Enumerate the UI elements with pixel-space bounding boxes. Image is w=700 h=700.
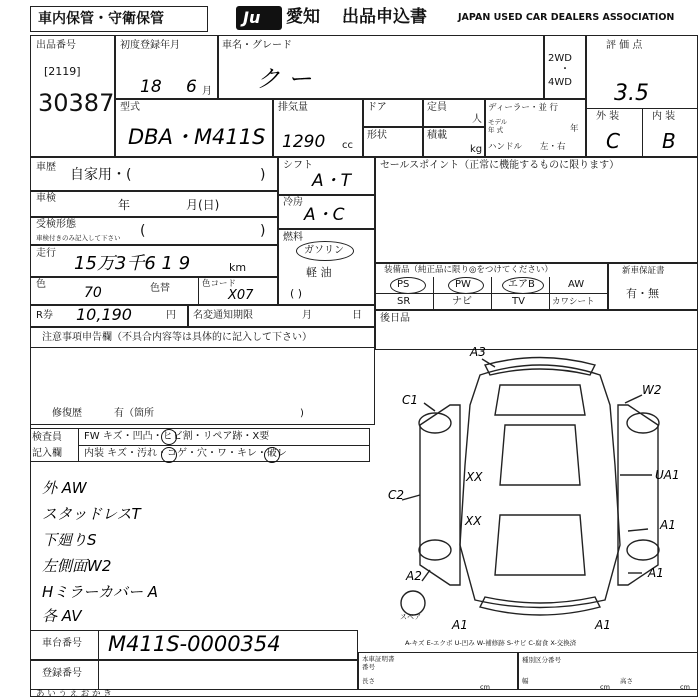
handwritten-note: 下廻りS: [42, 531, 97, 549]
check-row-divider: [78, 445, 370, 446]
notes-label-divider: [30, 347, 375, 348]
check-mark-circle-2: [161, 447, 177, 463]
payload-unit: kg: [470, 144, 483, 155]
model-year-label: モデル 年 式: [488, 118, 508, 134]
regno-label: 登録番号: [42, 668, 82, 679]
registration-year: 18: [140, 77, 162, 97]
equipment-ps: PS: [397, 279, 410, 290]
interior-grade: B: [662, 129, 676, 153]
grade-value: 3.5: [614, 81, 649, 106]
chassis-label: 車台番号: [42, 638, 82, 649]
handwritten-note: スタッドレスT: [42, 505, 141, 523]
color-code-label: 色コード: [202, 279, 237, 289]
exterior-grade: C: [606, 129, 620, 153]
shape-label: 形状: [367, 130, 387, 141]
chassis-value: M411S-0000354: [108, 632, 281, 656]
fuel-label: 燃料: [283, 232, 303, 243]
doc-length-cm: cm: [480, 683, 490, 691]
inspection-cell: [30, 191, 278, 217]
afterfit-label: 後日品: [380, 313, 410, 324]
check-mark-circle-3: [264, 447, 280, 463]
notes-label: 注意事項申告欄（不具合内容等は具体的に記入して下さい）: [42, 332, 312, 343]
fuel-gas: ガソリン: [304, 245, 344, 256]
handwritten-note: 外 AW: [42, 479, 87, 497]
lot-label: 出品番号: [36, 40, 76, 51]
repair-history-close: ): [300, 408, 304, 419]
registration-month: 6: [186, 77, 197, 97]
capacity-unit: 人: [472, 114, 482, 125]
damage-mark-c2: C2: [388, 488, 405, 502]
damage-mark-c1: C1: [402, 393, 419, 407]
damage-mark-a1-bottom-left: A1: [452, 618, 468, 632]
equipment-col-3: [549, 277, 550, 310]
handwritten-note: 左側面W2: [42, 557, 112, 575]
color-label: 色: [36, 279, 46, 290]
handwritten-note: Hミラーカバー A: [42, 583, 159, 601]
color-code-value: X07: [228, 288, 254, 303]
drive-dot: ・: [560, 64, 570, 75]
handle-options: 左・右: [540, 142, 566, 152]
check-row-interior: 内装 キズ・汚れ・コゲ・穴・ワ・キレ・破レ: [84, 448, 287, 459]
inspection-year: 年: [118, 198, 131, 212]
equipment-aw: AW: [568, 279, 585, 290]
displacement-unit: cc: [342, 140, 353, 151]
sales-point-cell: [375, 157, 698, 263]
sales-point-label: セールスポイント（正常に機能するものに限ります）: [380, 160, 620, 171]
mileage-label: 走行: [36, 248, 56, 259]
history-value: 自家用・(: [70, 167, 132, 183]
exterior-label: 外 装: [596, 111, 620, 122]
name-change-day: 日: [352, 310, 362, 321]
fuel-other: ( ): [290, 287, 303, 300]
displacement-value: 1290: [282, 132, 326, 152]
dealer-label: ディーラー・並 行: [488, 103, 559, 113]
grade-mid-divider: [642, 108, 643, 157]
name-change-label: 名変通知期限: [193, 310, 253, 321]
history-cell: [30, 157, 278, 191]
ju-logo: [236, 6, 282, 30]
receive-note: 車検付きのみ記入して下さい: [36, 234, 121, 242]
damage-mark-a1-lower-right: A1: [648, 566, 664, 580]
form-title: 出品申込書: [342, 7, 427, 27]
history-close: ): [260, 167, 266, 183]
association-name: JAPAN USED CAR DEALERS ASSOCIATION: [458, 12, 675, 23]
entry-label: 記入欄: [32, 448, 62, 459]
handle-label: ハンドル: [488, 142, 523, 152]
doc-class-label: 種別区分番号: [522, 656, 561, 664]
mileage-value: 15万3千6 1 9: [74, 253, 191, 274]
color-code-divider: [198, 277, 199, 305]
check-mark-circle-1: [161, 429, 177, 445]
shift-value: A・T: [312, 171, 352, 191]
history-label: 車歴: [36, 162, 56, 173]
color-change-label: 色替: [150, 283, 170, 294]
warranty-value: 有・無: [626, 287, 659, 300]
registration-label: 初度登録年月: [120, 40, 180, 51]
damage-mark-a2: A2: [406, 569, 422, 583]
repair-history-label: 修復歴: [52, 408, 82, 419]
fuel-diesel: 軽 油: [306, 266, 332, 279]
aircon-value: A・C: [304, 205, 345, 225]
recycle-unit: 円: [166, 310, 176, 321]
doc-plate-label: 本車証明書 番号: [362, 655, 395, 671]
doc-width-label: 幅: [522, 677, 529, 685]
payload-label: 積載: [427, 130, 447, 141]
doc-length-label: 長さ: [362, 677, 375, 685]
damage-mark-xx-lower: XX: [465, 514, 482, 528]
handwritten-note: 各 AV: [42, 607, 82, 625]
recycle-value: 10,190: [76, 305, 132, 324]
aircon-label: 冷房: [283, 197, 303, 208]
capacity-label: 定員: [427, 102, 447, 113]
damage-mark-a1-right: A1: [660, 518, 676, 532]
receive-open: (: [140, 223, 146, 239]
drive-4wd: 4WD: [548, 77, 572, 88]
equipment-leather: カワシート: [552, 297, 595, 307]
storage-tag-box: [30, 6, 208, 32]
lot-number: 30387: [38, 89, 115, 117]
receive-close: ): [260, 223, 266, 239]
logo-name: 愛知: [286, 7, 320, 27]
inspection-month: 月(日): [186, 198, 220, 212]
model-code-value: DBA・M411S: [128, 125, 266, 149]
color-value: 70: [84, 285, 102, 301]
afterfit-cell: [375, 310, 698, 350]
equipment-label: 装備品（純正品に限り◎をつけてください）: [384, 265, 553, 275]
regno-divider: [98, 660, 99, 690]
mileage-unit: km: [229, 261, 247, 274]
inspector-label: 検査員: [32, 432, 62, 443]
damage-mark-w2: W2: [642, 383, 662, 397]
lot-sub: [2119]: [44, 65, 81, 78]
equipment-pw: PW: [455, 279, 471, 290]
equipment-airbag: エアB: [508, 279, 535, 290]
model-name-label: 車名・グレード: [222, 40, 292, 51]
spare-label: スペア: [400, 613, 421, 621]
storage-tag: 車内保管・守衛保管: [38, 11, 164, 27]
displacement-label: 排気量: [278, 102, 308, 113]
damage-mark-ua1: UA1: [655, 468, 680, 482]
model-year-unit: 年: [570, 124, 579, 134]
equipment-navi: ナビ: [452, 296, 472, 307]
interior-label: 内 装: [652, 111, 676, 122]
doc-width-cm: cm: [600, 683, 610, 691]
equipment-tv: TV: [512, 296, 525, 307]
footer-characters: あ い う え お か き: [36, 689, 112, 699]
grade-label: 評 価 点: [606, 40, 643, 51]
name-change-month: 月: [302, 310, 312, 321]
inspection-label: 車検: [36, 193, 56, 204]
model-name-value: ク ー: [256, 65, 312, 93]
warranty-label: 新車保証書: [622, 266, 665, 276]
model-code-label: 型式: [120, 102, 140, 113]
shift-label: シフト: [283, 160, 313, 171]
damage-mark-a1-bottom-right: A1: [595, 618, 611, 632]
ju-logo-mark: Ju: [243, 8, 261, 27]
receive-label: 受検形態: [36, 219, 76, 230]
drive-2wd: 2WD: [548, 53, 572, 64]
damage-mark-a3: A3: [470, 345, 486, 359]
damage-legend: A-キズ E-エクボ U-凹み W-補修跡 S-サビ C-腐食 X-交換済: [405, 639, 577, 647]
chassis-divider: [98, 630, 99, 660]
repair-history-value: 有（箇所: [114, 408, 154, 419]
equipment-col-1: [433, 277, 434, 310]
recycle-label: R券: [36, 310, 53, 321]
registration-month-unit: 月: [202, 86, 212, 97]
equipment-col-2: [491, 277, 492, 310]
doc-height-cm: cm: [680, 683, 690, 691]
check-row-exterior: FW キズ・凹凸・ヒビ割・リペア跡・X要: [84, 431, 270, 442]
doc-height-label: 高さ: [620, 677, 633, 685]
door-label: ドア: [367, 102, 387, 113]
damage-mark-xx-upper: XX: [466, 470, 483, 484]
equipment-sr: SR: [397, 296, 411, 307]
